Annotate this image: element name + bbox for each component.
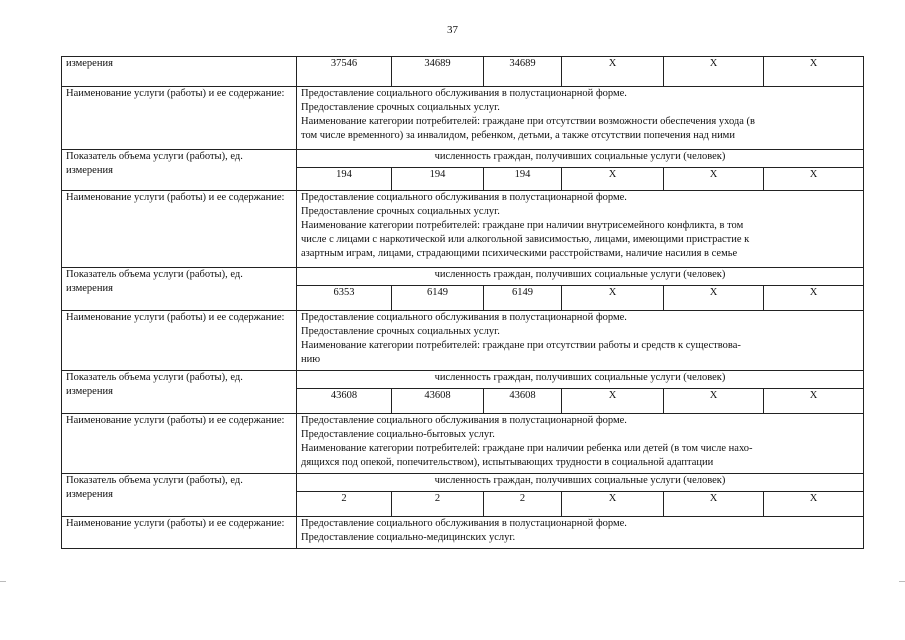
service-label: Наименование услуги (работы) и ее содержание: — [62, 87, 297, 150]
value-cell: 2 — [297, 492, 392, 517]
description-line: азартным играм, лицами, страдающими психическими расстройствами, наличие насилия в семье — [301, 248, 738, 259]
indicator-unit-row — [62, 268, 864, 286]
service-label: Наименование услуги (работы) и ее содержание: — [62, 311, 297, 371]
description-line: Предоставление социального обслуживания в полустационарной форме. — [301, 88, 627, 99]
value-cell: X — [562, 389, 664, 414]
value-cell: X — [562, 492, 664, 517]
value-cell: X — [764, 389, 864, 414]
indicator-unit-row — [62, 150, 864, 168]
service-row — [62, 517, 864, 549]
indicator-label: Показатель объема услуги (работы), ед. измерения — [62, 268, 297, 311]
value-cell: X — [764, 57, 864, 87]
value-cell: 194 — [484, 168, 562, 191]
right-edge-mark — [899, 581, 905, 582]
description-line: Наименование категории потребителей: граждане при наличии ребенка или детей (в том числе нахо- — [301, 443, 753, 454]
units-label: численность граждан, получивших социальные услуги (человек) — [297, 150, 864, 168]
value-cell: X — [764, 492, 864, 517]
service-row — [62, 311, 864, 371]
value-cell: 34689 — [484, 57, 562, 87]
value-cell: X — [664, 286, 764, 311]
indicator-label: Показатель объема услуги (работы), ед. измерения — [62, 150, 297, 191]
description-line: Наименование категории потребителей: граждане при отсутствии возможности обеспечения ухода (в — [301, 116, 756, 127]
value-cell: X — [664, 57, 764, 87]
value-cell: 6149 — [392, 286, 484, 311]
value-cell: X — [664, 168, 764, 191]
value-cell: X — [562, 286, 664, 311]
value-cell: X — [562, 168, 664, 191]
units-label: численность граждан, получивших социальные услуги (человек) — [297, 474, 864, 492]
service-description — [297, 414, 864, 474]
description-line: Предоставление социального обслуживания в полустационарной форме. — [301, 415, 627, 426]
services-table — [61, 56, 864, 549]
service-row — [62, 87, 864, 150]
left-edge-mark — [0, 581, 6, 582]
value-cell: 2 — [484, 492, 562, 517]
value-cell: 194 — [297, 168, 392, 191]
description-line: Предоставление социально-бытовых услуг. — [301, 429, 495, 440]
value-cell: X — [664, 389, 764, 414]
service-label: Наименование услуги (работы) и ее содержание: — [62, 191, 297, 268]
description-line: числе с лицами с наркотической или алкогольной зависимостью, лицами, имеющими пристрастие к — [301, 234, 750, 245]
value-cell: 2 — [392, 492, 484, 517]
service-description — [297, 517, 864, 549]
value-cell: 43608 — [297, 389, 392, 414]
description-line: дящихся под опекой, попечительством), испытывающих трудности в социальной адаптации — [301, 457, 714, 468]
units-label: численность граждан, получивших социальные услуги (человек) — [297, 371, 864, 389]
page-number: 37 — [447, 24, 458, 36]
description-line: Предоставление социального обслуживания в полустационарной форме. — [301, 312, 627, 323]
value-cell: X — [764, 286, 864, 311]
units-label: численность граждан, получивших социальные услуги (человек) — [297, 268, 864, 286]
value-cell: X — [764, 168, 864, 191]
value-cell: X — [664, 492, 764, 517]
indicator-unit-row — [62, 474, 864, 492]
indicator-unit-row — [62, 371, 864, 389]
value-cell: 37546 — [297, 57, 392, 87]
description-line: нию — [301, 354, 321, 365]
service-row — [62, 414, 864, 474]
value-cell: 194 — [392, 168, 484, 191]
description-line: Предоставление срочных социальных услуг. — [301, 206, 500, 217]
value-cell: 34689 — [392, 57, 484, 87]
description-line: Предоставление социально-медицинских услуг. — [301, 532, 516, 543]
value-cell: 6353 — [297, 286, 392, 311]
description-line: Наименование категории потребителей: граждане при отсутствии работы и средств к существова- — [301, 340, 741, 351]
service-label: Наименование услуги (работы) и ее содержание: — [62, 517, 297, 549]
description-line: Предоставление социального обслуживания в полустационарной форме. — [301, 192, 627, 203]
value-cell: 43608 — [484, 389, 562, 414]
indicator-label: Показатель объема услуги (работы), ед. измерения — [62, 474, 297, 517]
indicator-label: Показатель объема услуги (работы), ед. измерения — [62, 371, 297, 414]
value-cell: X — [562, 57, 664, 87]
service-description — [297, 191, 864, 268]
service-description — [297, 311, 864, 371]
description-line: Предоставление срочных социальных услуг. — [301, 326, 500, 337]
description-line: Наименование категории потребителей: граждане при наличии внутрисемейного конфликта, в том — [301, 220, 744, 231]
value-cell: 6149 — [484, 286, 562, 311]
description-line: Предоставление срочных социальных услуг. — [301, 102, 500, 113]
first-values-row — [62, 57, 864, 87]
description-line: том числе временного) за инвалидом, ребенком, детьми, а также отсутствии попечения над ними — [301, 130, 735, 141]
first-row-label: измерения — [62, 57, 297, 87]
value-cell: 43608 — [392, 389, 484, 414]
service-row — [62, 191, 864, 268]
description-line: Предоставление социального обслуживания в полустационарной форме. — [301, 518, 627, 529]
service-description — [297, 87, 864, 150]
service-label: Наименование услуги (работы) и ее содержание: — [62, 414, 297, 474]
